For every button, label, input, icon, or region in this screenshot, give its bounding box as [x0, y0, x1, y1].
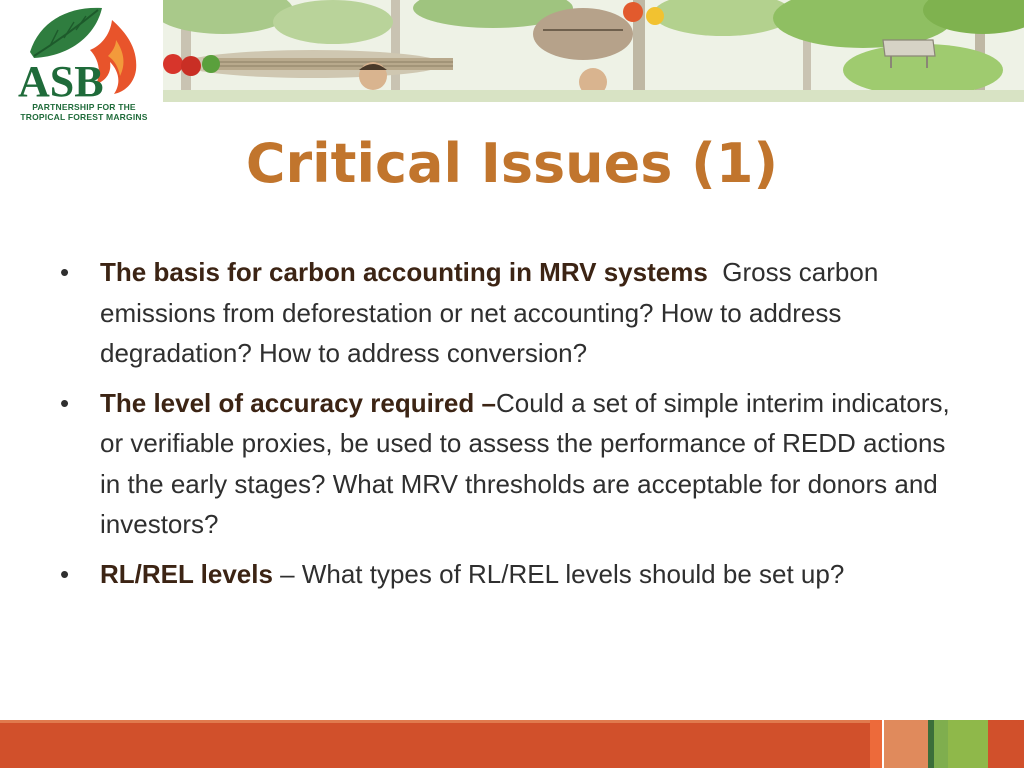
bullet-text: Could a set of simple interim indicators, or verifiable proxies, be used to assess the performance of REDD actions in the early stages? What MRV thresholds are acceptable for donors and investors?	[100, 387, 950, 539]
logo-tagline	[14, 102, 154, 122]
list-item	[60, 252, 960, 374]
forest-illustration-icon	[163, 0, 1024, 102]
bullet-lead: The basis for carbon accounting in MRV systems	[100, 257, 708, 287]
bullet-text: – What types of RL/REL levels should be set up?	[272, 558, 845, 589]
bullet-list	[60, 252, 960, 603]
bullet-lead: The level of accuracy required –	[100, 387, 496, 418]
slide-title: Critical Issues (1)	[245, 132, 779, 195]
forest-illustration-banner	[163, 0, 1024, 102]
bullet-text: Gross carbon emissions from deforestation or net accounting? How to address degradation? How to address conversion?	[100, 257, 886, 368]
list-item	[60, 383, 960, 545]
bullet-lead: RL/REL levels	[100, 558, 273, 589]
footer-stripes-icon	[0, 718, 1024, 768]
logo-tagline-line2: TROPICAL FOREST MARGINS	[20, 112, 148, 122]
logo-tagline-line1: PARTNERSHIP FOR THE	[32, 102, 136, 112]
bullet-icon: •	[60, 387, 70, 418]
list-item	[60, 554, 960, 595]
footer-bar	[0, 718, 1024, 768]
asb-logo	[0, 0, 162, 130]
bullet-icon: •	[60, 558, 70, 589]
bullet-icon: •	[60, 257, 70, 287]
logo-acronym: ASB	[18, 57, 104, 106]
